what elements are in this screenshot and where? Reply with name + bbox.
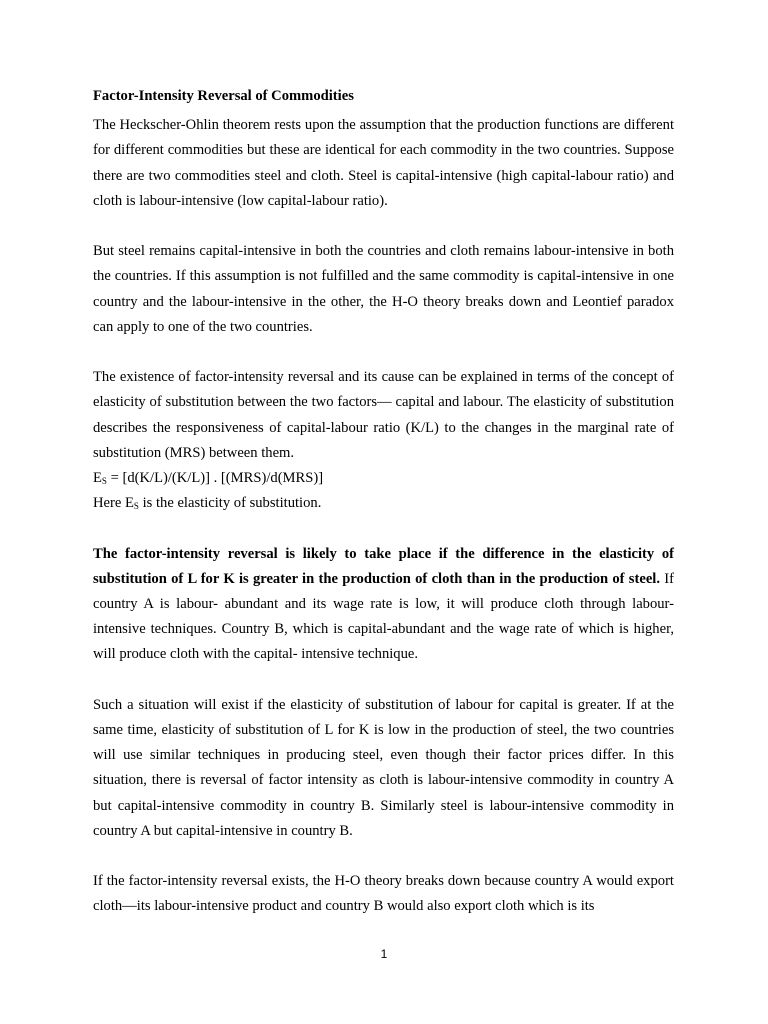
equation-subscript: S: [101, 476, 107, 487]
document-body: [93, 84, 674, 920]
paragraph-hecksher-ohlin: The Heckscher-Ohlin theorem rests upon the assumption that the production functions are different for different commodities but these are identical for each commodity in the two countries. Suppose there are two commodities steel and cloth. Steel is capital-intensive (high capital-labour ratio) and cloth is labour-intensive (low capital-labour ratio).: [93, 117, 674, 209]
equation-symbol: E: [93, 470, 102, 487]
equation-note: [93, 491, 674, 516]
paragraph-capital-intensive: But steel remains capital-intensive in both the countries and cloth remains labour-intensive in both the countries. If this assumption is not fulfilled and the same commodity is capital-intensive in one country and the labour-intensive in the other, the H-O theory breaks down and Leontief paradox can apply to one of the two countries.: [93, 243, 674, 335]
paragraph-gap: [93, 668, 674, 693]
paragraph-ho-breakdown: If the factor-intensity reversal exists, the H-O theory breaks down because country A would export cloth—its labour-intensive product and country B would also export cloth which is its: [93, 873, 674, 915]
bold-statement: The factor-intensity reversal is likely to take place if the difference in the elasticity of substitution of L for K is greater in the production of cloth than in the production of steel.: [93, 545, 674, 587]
equation-note-suffix: is the elasticity of substitution.: [138, 495, 322, 512]
paragraph-gap: [93, 516, 674, 541]
paragraph-gap: [93, 214, 674, 239]
paragraph-situation: Such a situation will exist if the elasticity of substitution of labour for capital is greater. If at the same time, elasticity of substitution of L for K is low in the production of steel, the two countries will use similar techniques in producing steel, even though their factor prices differ. In this situation, there is reversal of factor intensity as cloth is labour-intensive commodity in country A but capital-intensive commodity in country B. Similarly steel is labour-intensive commodity in country A but capital-intensive in country B.: [93, 696, 674, 839]
page-number: 1: [380, 947, 388, 961]
equation-expression: = [d(K/L)/(K/L)] . [(MRS)/d(MRS)]: [106, 470, 324, 487]
equation-note-prefix: Here E: [93, 495, 134, 512]
paragraph-gap: [93, 844, 674, 869]
paragraph-elasticity: The existence of factor-intensity reversal and its cause can be explained in terms of the concept of elasticity of substitution between the two factors— capital and labour. The elasticity of substitution describes the responsiveness of capital-labour ratio (K/L) to the changes in the marginal rate of substitution (MRS) between them.: [93, 369, 674, 461]
paragraph-gap: [93, 340, 674, 365]
paragraph-reversal-condition: [93, 542, 674, 668]
paragraph-reversal-rest: If country A is labour- abundant and its wage rate is low, it will produce cloth through labour-intensive techniques. Country B, which is capital-abundant and the wage rate of which is higher, will produce cloth with the capital- intensive technique.: [93, 570, 674, 663]
equation-note-subscript: S: [133, 501, 139, 512]
section-heading: Factor-Intensity Reversal of Commodities: [93, 88, 354, 104]
elasticity-equation: [93, 466, 674, 491]
